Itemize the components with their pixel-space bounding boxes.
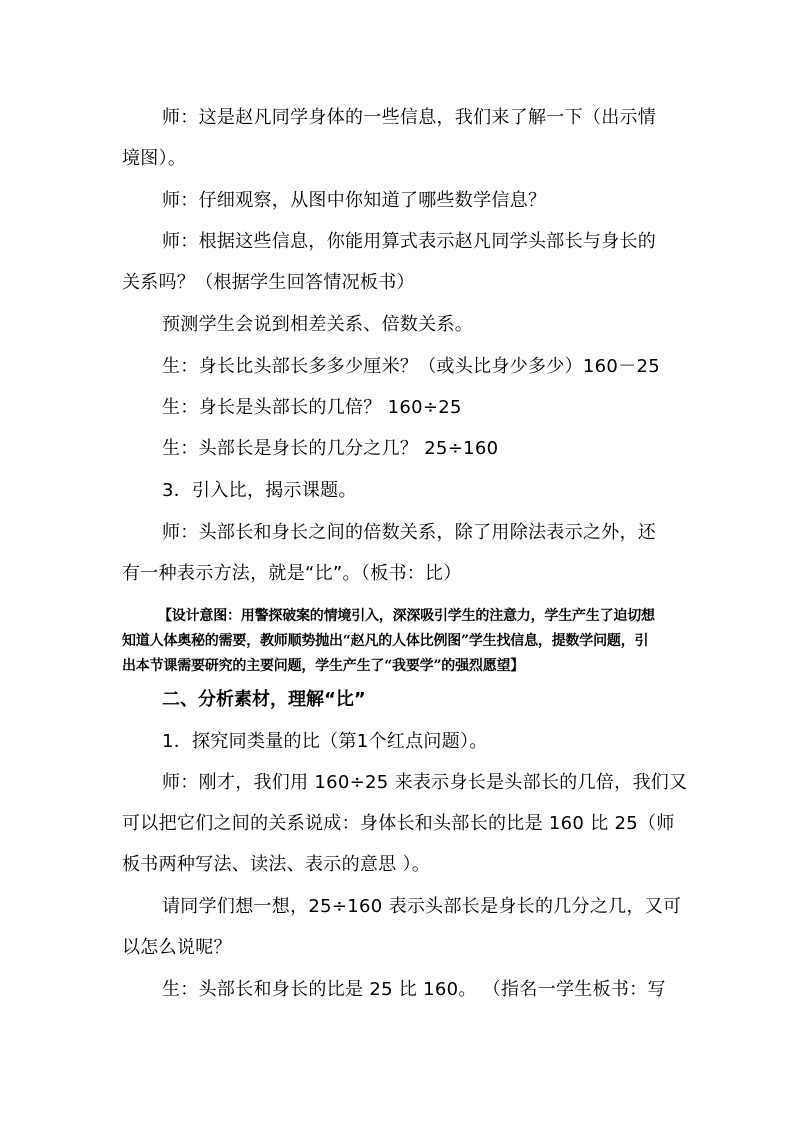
paragraph-teacher-observe: 师：仔细观察，从图中你知道了哪些数学信息？ — [162, 190, 547, 211]
paragraph-teacher-relation-line1: 师：根据这些信息，你能用算式表示赵凡同学头部长与身长的 — [162, 231, 657, 252]
paragraph-teacher-intro-line1: 师：这是赵凡同学身体的一些信息，我们来了解一下（出示情 — [162, 107, 657, 128]
paragraph-student-difference: 生：身长比头部长多多少厘米？（或头比身少多少）160－25 — [162, 356, 660, 377]
paragraph-step-1: 1．探究同类量的比（第1个红点问题）。 — [162, 731, 488, 752]
paragraph-student-ratio: 生：头部长和身长的比是 25 比 160。 （指名一学生板书：写 — [162, 979, 666, 1000]
paragraph-teacher-intro-line2: 境图）。 — [122, 148, 187, 169]
paragraph-prediction: 预测学生会说到相差关系、倍数关系。 — [162, 314, 474, 335]
paragraph-teacher-compare-line3: 板书两种写法、读法、表示的意思 ）。 — [122, 854, 431, 875]
design-intent-note-line1: 【设计意图：用警探破案的情境引入，深深吸引学生的注意力，学生产生了迫切想 — [158, 608, 655, 624]
paragraph-teacher-ratio-line2: 有一种表示方法，就是“比”。（板书：比） — [122, 563, 462, 584]
paragraph-teacher-compare-line1: 师：刚才，我们用 160÷25 来表示身长是头部长的几倍，我们又 — [162, 772, 688, 793]
design-intent-note-line3: 出本节课需要研究的主要问题，学生产生了“我要学”的强烈愿望】 — [122, 658, 525, 674]
section-heading-analyze: 二、分析素材，理解“比” — [162, 689, 366, 710]
paragraph-step-3: 3．引入比，揭示课题。 — [162, 480, 357, 501]
paragraph-student-fraction: 生：头部长是身长的几分之几？ 25÷160 — [162, 438, 499, 459]
paragraph-think-line2: 以怎么说呢？ — [122, 937, 232, 958]
paragraph-think-line1: 请同学们想一想，25÷160 表示头部长是身长的几分之几，又可 — [162, 896, 682, 917]
paragraph-teacher-compare-line2: 可以把它们之间的关系说成：身体长和头部长的比是 160 比 25（师 — [122, 813, 675, 834]
paragraph-teacher-ratio-line1: 师：头部长和身长之间的倍数关系，除了用除法表示之外，还 — [162, 522, 657, 543]
paragraph-teacher-relation-line2: 关系吗？（根据学生回答情况板书） — [122, 272, 415, 293]
paragraph-student-multiple: 生：身长是头部长的几倍？ 160÷25 — [162, 397, 462, 418]
design-intent-note-line2: 知道人体奥秘的需要，教师顺势抛出“赵凡的人体比例图”学生找信息，提数学问题，引 — [122, 633, 649, 649]
